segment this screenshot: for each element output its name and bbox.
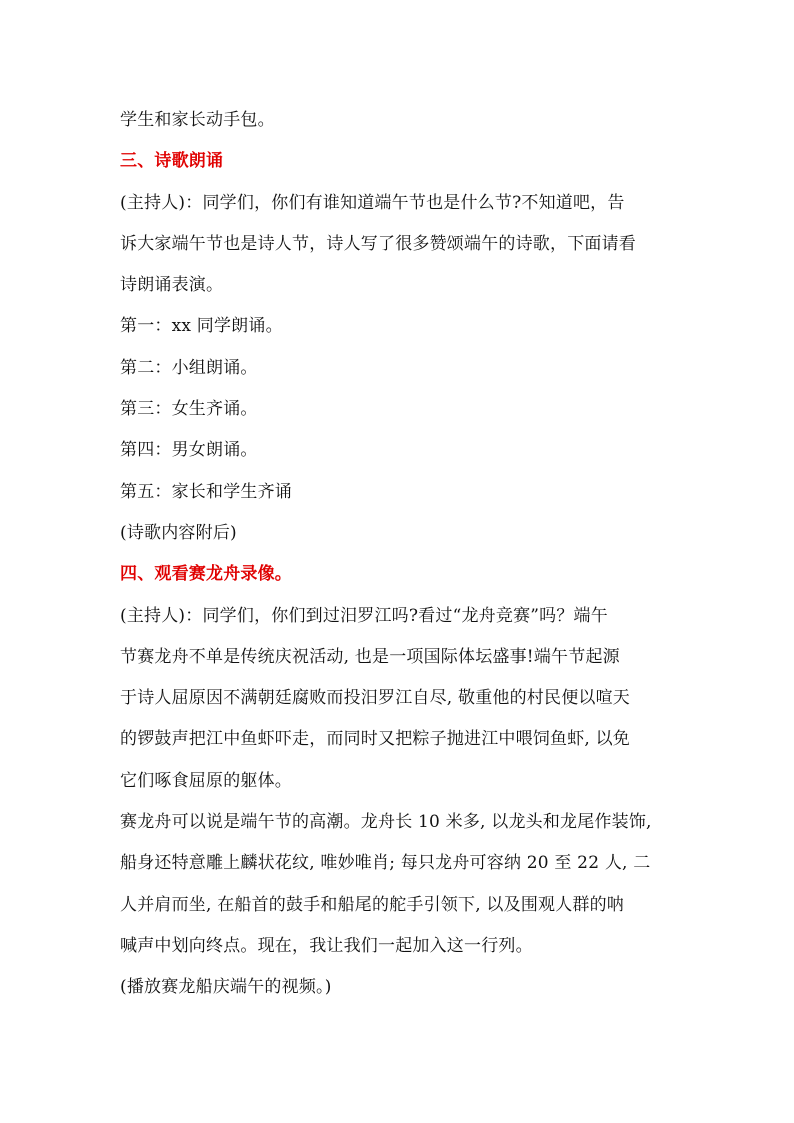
paragraph-line: (主持人)：同学们，你们有谁知道端午节也是什么节?不知道吧，告: [120, 192, 625, 213]
paragraph-line: 于诗人屈原因不满朝廷腐败而投汨罗江自尽, 敬重他的村民便以喧天: [120, 688, 631, 709]
document-body: [120, 100, 676, 1009]
section-heading-dragon-boat: 四、观看赛龙舟录像。: [120, 564, 292, 585]
paragraph-line: 诉大家端午节也是诗人节，诗人写了很多赞颂端午的诗歌，下面请看: [120, 233, 636, 254]
paragraph-line: 节赛龙舟不单是传统庆祝活动, 也是一项国际体坛盛事!端午节起源: [120, 646, 620, 667]
paragraph-line: 诗朗诵表演。: [120, 275, 224, 296]
paragraph-line: 学生和家长动手包。: [120, 110, 275, 130]
list-item: 第五：家长和学生齐诵: [120, 481, 292, 502]
section-heading-poetry: 三、诗歌朗诵: [120, 151, 224, 172]
list-item: 第四：男女朗诵。: [120, 440, 258, 461]
paragraph-line: 船身还特意雕上麟状花纹, 唯妙唯肖; 每只龙舟可容纳 20 至 22 人, 二: [120, 853, 651, 874]
paragraph-line: 的锣鼓声把江中鱼虾吓走，而同时又把粽子抛进江中喂饲鱼虾, 以免: [120, 729, 631, 750]
paragraph-line: (主持人)：同学们，你们到过汨罗江吗?看过“龙舟竞赛”吗？端午: [120, 605, 608, 626]
paragraph-line: (播放赛龙船庆端午的视频。): [120, 977, 332, 998]
paragraph-line: 赛龙舟可以说是端午节的高潮。龙舟长 10 米多, 以龙头和龙尾作装饰,: [120, 812, 652, 833]
paragraph-line: 喊声中划向终点。现在，我让我们一起加入这一行列。: [120, 935, 533, 956]
list-item: 第一：xx 同学朗诵。: [120, 316, 283, 337]
list-item: 第三：女生齐诵。: [120, 399, 258, 420]
paragraph-line: 人并肩而坐, 在船首的鼓手和船尾的舵手引领下, 以及围观人群的呐: [120, 894, 625, 915]
paragraph-line: 它们啄食屈原的躯体。: [120, 770, 292, 791]
list-item: 第二：小组朗诵。: [120, 357, 258, 378]
paragraph-line: (诗歌内容附后): [120, 522, 237, 543]
